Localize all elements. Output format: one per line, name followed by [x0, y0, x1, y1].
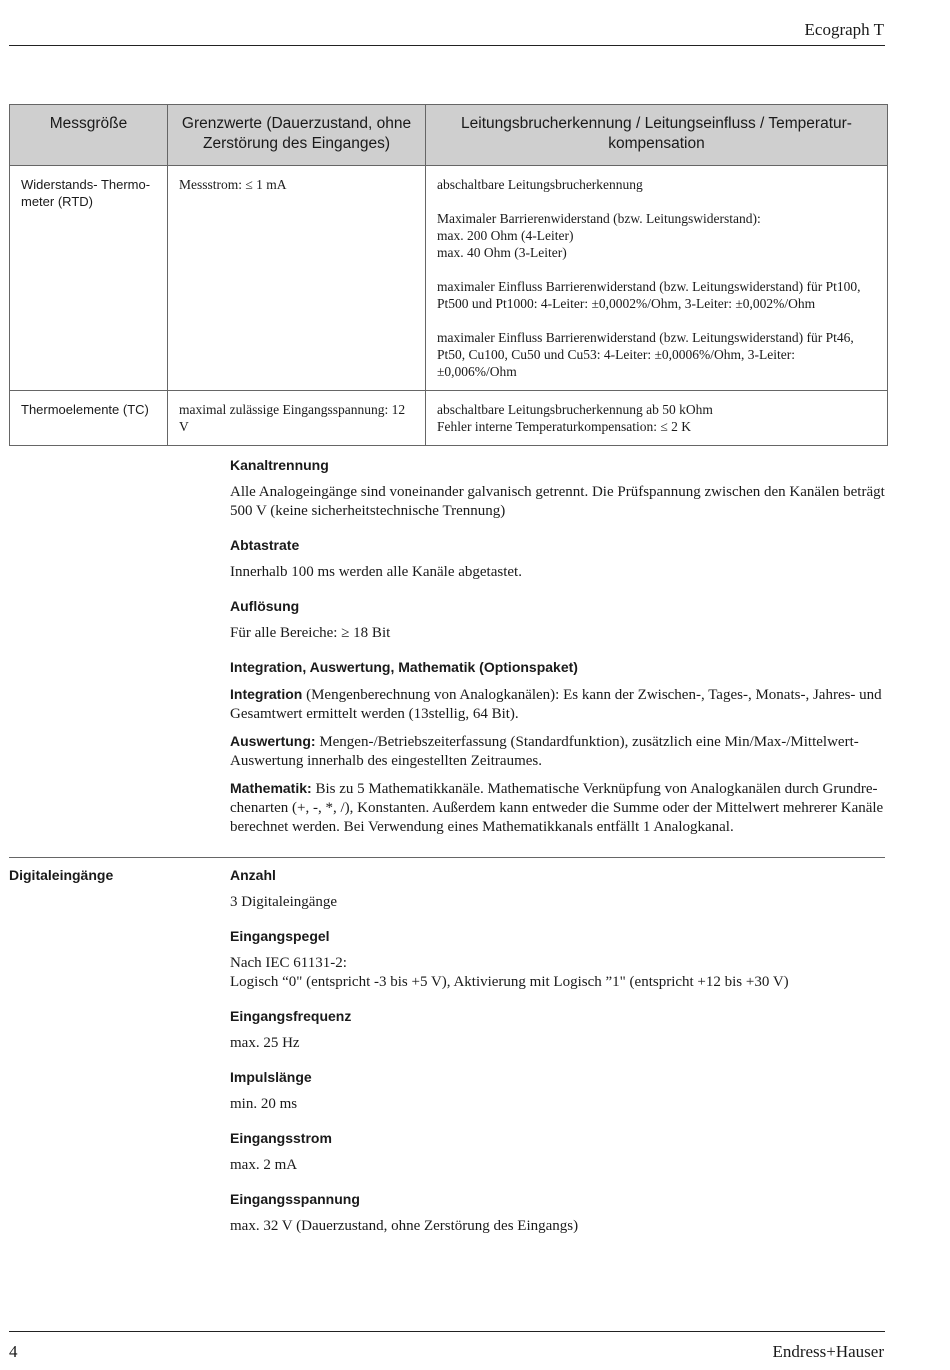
paragraph-mathematik: [230, 779, 886, 837]
spec-table: [9, 104, 888, 446]
paragraph-auswertung: [230, 732, 886, 771]
text-aufloesung: Für alle Bereiche: ≥ 18 Bit: [230, 625, 391, 641]
heading-aufloesung: Auflösung: [230, 598, 300, 614]
text-impulslaenge: min. 20 ms: [230, 1096, 298, 1112]
heading-eingangspegel: Eingangspegel: [230, 928, 330, 944]
text-kanaltrennung: Alle Analogeingänge sind voneinander galvanisch getrennt. Die Prüfspannung zwischen den Kanälen beträgt 500 V (keine sicherheitstechnische Trennung): [230, 484, 885, 519]
section-divider: [9, 857, 885, 858]
digital-section: [230, 866, 886, 1236]
label-auswertung: Auswertung:: [230, 733, 316, 749]
text-anzahl: 3 Digitaleingänge: [230, 894, 338, 910]
detail-text: maximaler Einfluss Barrierenwiderstand (bzw. Leitungswiderstand) für Pt100, Pt500 und Pt1000: 4-Leiter: ±0,0002%/Ohm, 3-Leiter: ±0,002%/Ohm: [437, 279, 861, 311]
row-label-rtd: Widerstands- Thermo-meter (RTD): [10, 166, 168, 391]
heading-anzahl: Anzahl: [230, 867, 276, 883]
heading-eingangsstrom: Eingangsstrom: [230, 1130, 332, 1146]
label-mathematik: Mathematik:: [230, 780, 312, 796]
detail-text: Maximaler Barrierenwiderstand (bzw. Leitungswiderstand): max. 200 Ohm (4-Leiter) max. 40 Ohm (3-Leiter): [437, 211, 761, 260]
column-header-leitungsbruch: Leitungsbrucherkennung / Leitungseinfluss / Temperatur-kompensation: [426, 105, 888, 166]
text-auswertung: Mengen-/Betriebszeiterfassung (Standardfunktion), zusätzlich eine Min/Max-/Mittelwert-Auswertung innerhalb des eingestellten Zeitraumes.: [230, 734, 859, 769]
text-eingangspegel-line2: Logisch “0" (entspricht -3 bis +5 V), Aktivierung mit Logisch ”1" (entspricht +12 bis +30 V): [230, 974, 789, 990]
table-row-tc: [10, 391, 888, 446]
text-abtastrate: Innerhalb 100 ms werden alle Kanäle abgetastet.: [230, 564, 522, 580]
text-mathematik: Bis zu 5 Mathematikkanäle. Mathematische Verknüpfung von Analogkanälen durch Grundre-chenarten (+, -, *, /), Konstanten. Außerdem kann entweder die Summe oder der Mittelwert mehrerer Kanäle berechnet werden. Bei Verwendung eines Mathematikkanals entfällt 1 Analogkanal.: [230, 781, 884, 835]
paragraph-integration: [230, 685, 886, 724]
heading-integration: Integration, Auswertung, Mathematik (Optionspaket): [230, 659, 578, 675]
heading-impulslaenge: Impulslänge: [230, 1069, 312, 1085]
header-title: Ecograph T: [804, 20, 884, 39]
text-eingangsfrequenz: max. 25 Hz: [230, 1035, 300, 1051]
text-eingangsstrom: max. 2 mA: [230, 1157, 298, 1173]
column-header-messgroesse: Messgröße: [10, 105, 168, 166]
detail-text: abschaltbare Leitungsbrucherkennung: [437, 177, 643, 192]
header-rule: [9, 45, 885, 46]
cell-details-tc: [426, 391, 888, 446]
cell-limits-tc: maximal zulässige Eingangsspannung: 12 V: [168, 391, 426, 446]
footer-rule: [9, 1331, 885, 1332]
page-number: 4: [9, 1342, 18, 1361]
heading-eingangsfrequenz: Eingangsfrequenz: [230, 1008, 352, 1024]
label-integration: Integration: [230, 686, 303, 702]
table-row-rtd: [10, 166, 888, 391]
heading-eingangsspannung: Eingangsspannung: [230, 1191, 360, 1207]
table-header-row: [10, 105, 888, 166]
row-label-tc: Thermoelemente (TC): [10, 391, 168, 446]
detail-text: abschaltbare Leitungsbrucherkennung ab 50 kOhm Fehler interne Temperaturkompensation: ≤ 2 K: [437, 402, 713, 434]
text-eingangsspannung: max. 32 V (Dauerzustand, ohne Zerstörung des Eingangs): [230, 1218, 579, 1234]
analog-section: [230, 456, 886, 837]
detail-text: maximaler Einfluss Barrierenwiderstand (bzw. Leitungswiderstand) für Pt46, Pt50, Cu100, Cu50 und Cu53: 4-Leiter: ±0,0006%/Ohm, 3-Leiter: ±0,006%/Ohm: [437, 330, 854, 379]
cell-details-rtd: [426, 166, 888, 391]
text-eingangspegel-line1: Nach IEC 61131-2:: [230, 955, 347, 971]
heading-abtastrate: Abtastrate: [230, 537, 300, 553]
text-integration: (Mengenberechnung von Analogkanälen): Es kann der Zwischen-, Tages-, Monats-, Jahres- und Gesamtwert ermittelt werden (13stellig, 64 Bit).: [230, 687, 882, 722]
footer-brand: Endress+Hauser: [772, 1342, 884, 1361]
heading-kanaltrennung: Kanaltrennung: [230, 457, 329, 473]
section-label-digitaleingaenge: Digitaleingänge: [9, 867, 114, 883]
column-header-grenzwerte: Grenzwerte (Dauerzustand, ohne Zerstörung des Einganges): [168, 105, 426, 166]
cell-limits-rtd: Messstrom: ≤ 1 mA: [168, 166, 426, 391]
